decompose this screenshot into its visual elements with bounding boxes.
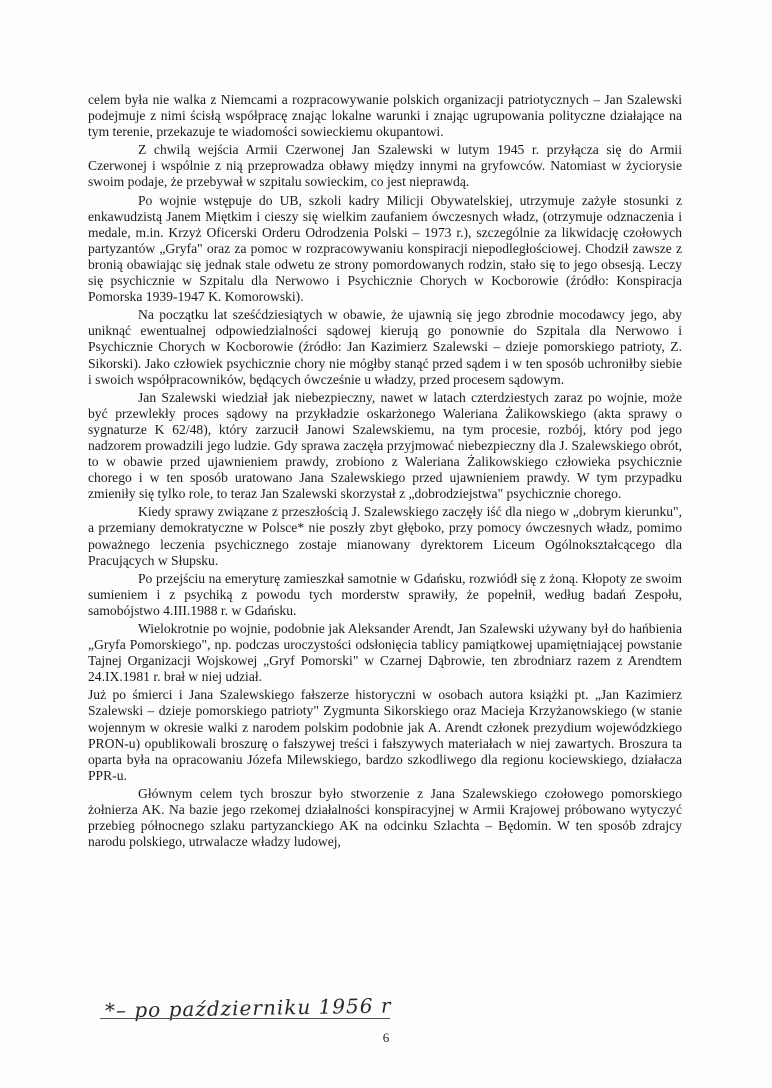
paragraph: Po przejściu na emeryturę zamieszkał samotnie w Gdańsku, rozwiódł się z żoną. Kłopoty ze swoim sumieniem i z psychiką z powodu tych morderstw sprawiły, że popełnił, według badań Zespołu, samobójstwo 4.III.1988 r. w Gdańsku. [88, 570, 682, 618]
paragraph: Na początku lat sześćdziesiątych w obawie, że ujawnią się jego zbrodnie mocodawcy jego, aby uniknąć ewentualnej odpowiedzialności sądowej kierują go ponownie do Szpitala dla Nerwowo i Psychicznie Chorych w Kocborowie (źródło: Jan Kazimierz Szalewski – dzieje pomorskiego patrioty, Z. Sikorski). Jako człowiek psychicznie chory nie mógłby stanąć przed sądem i w ten sposób uchroniłby siebie i swoich współpracowników, będących ówcześnie u władzy, przed procesem sądowym. [88, 307, 682, 387]
handwritten-footnote: *– po październiku 1956 r [104, 993, 392, 1023]
paragraph: Kiedy sprawy związane z przeszłością J. Szalewskiego zaczęły iść dla niego w „dobrym kierunku", a przemiany demokratyczne w Polsce* nie poszły zbyt głęboko, przy pomocy ówczesnych władz, pomimo poważnego leczenia psychicznego zostaje mianowany dyrektorem Liceum Ogólnokształcącego dla Pracujących w Słupsku. [88, 504, 682, 568]
paragraph: Z chwilą wejścia Armii Czerwonej Jan Szalewski w lutym 1945 r. przyłącza się do Armii Czerwonej i wspólnie z nią przeprowadza obławy między innymi na gryfowców. Natomiast w życiorysie swoim podaje, że przebywał w szpitalu sowieckim, co jest nieprawdą. [88, 142, 682, 190]
paragraph: Jan Szalewski wiedział jak niebezpieczny, nawet w latach czterdziestych zaraz po wojnie, może być przewlekły proces sądowy na przykładzie oskarżonego Waleriana Żalikowskiego (akta sprawy o sygnaturze K 62/48), który zarzucił Janowi Szalewskiemu, na tym procesie, rozbój, który pod jego nadzorem prowadzili jego ludzie. Gdy sprawa zaczęła przyjmować niebezpieczny dla J. Szalewskiego obrót, to w obawie przed ujawnieniem prawdy, zrobiono z Waleriana Żalikowskiego człowieka psychicznie chorego i w ten sposób uratowano Jana Szalewskiego przed ujawnieniem prawdy. W tym przypadku zmieniły się tylko role, to teraz Jan Szalewski skorzystał z „dobrodziejstwa" psychicznie chorego. [88, 389, 682, 502]
page-number: 6 [382, 1030, 390, 1045]
paragraph: Głównym celem tych broszur było stworzenie z Jana Szalewskiego czołowego pomorskiego żołnierza AK. Na bazie jego rzekomej działalności konspiracyjnej w Armii Krajowej próbowano wytyczyć przebieg północnego szlaku partyzanckiego AK na odcinku Szlachta – Będomin. W ten sposób zdrajcy narodu polskiego, utrwalacze władzy ludowej, [88, 785, 682, 850]
paragraph: Już po śmierci i Jana Szalewskiego fałszerze historyczni w osobach autora książki pt. „Jan Kazimierz Szalewski – dzieje pomorskiego patrioty" Zygmunta Sikorskiego oraz Macieja Krzyżanowskiego (w stanie wojennym w okresie walki z narodem polskim podobnie jak A. Arendt członek prezydium wojewódzkiego PRON-u) opublikowali broszurę o fałszywej treści i fałszywych materiałach w niej zawartych. Broszura ta oparta była na opracowaniu Józefa Milewskiego, bardzo szkodliwego dla regionu kociewskiego, działacza PPR-u. [88, 687, 682, 783]
paragraph: Wielokrotnie po wojnie, podobnie jak Aleksander Arendt, Jan Szalewski używany był do hańbienia „Gryfa Pomorskiego", np. podczas uroczystości odsłonięcia tablicy pamiątkowej upamiętniającej powstanie Tajnej Organizacji Wojskowej „Gryf Pomorski" w Czarnej Dąbrowie, ten zbrodniarz razem z Arendtem 24.IX.1981 r. brał w niej udział. [88, 621, 682, 685]
body-text [88, 92, 682, 852]
footnote-underline [100, 1018, 390, 1019]
paragraph: Po wojnie wstępuje do UB, szkoli kadry Milicji Obywatelskiej, utrzymuje zażyłe stosunki z enkawudzistą Janem Miętkim i cieszy się wielkim zaufaniem ówczesnych władz, (otrzymuje odznaczenia i medale, m.in. Krzyż Oficerski Orderu Odrodzenia Polski – 1973 r.), szczególnie za likwidację czołowych partyzantów „Gryfa" oraz za pomoc w rozpracowywaniu konspiracji niepodległościowej. Chodził zawsze z bronią obawiając się jednak stale odwetu ze strony pomordowanych rodzin, stało się to jego obsesją. Leczy się psychicznie w Szpitalu dla Nerwowo i Psychicznie Chorych w Kocborowie (źródło: Konspiracja Pomorska 1939-1947 K. Komorowski). [88, 192, 682, 305]
paragraph: celem była nie walka z Niemcami a rozpracowywanie polskich organizacji patriotycznych – Jan Szalewski podejmuje z nimi ścisłą współpracę znając lokalne warunki i znając ugrupowania polityczne działające na tym terenie, przekazuje te wiadomości sowieckiemu okupantowi. [88, 92, 682, 140]
